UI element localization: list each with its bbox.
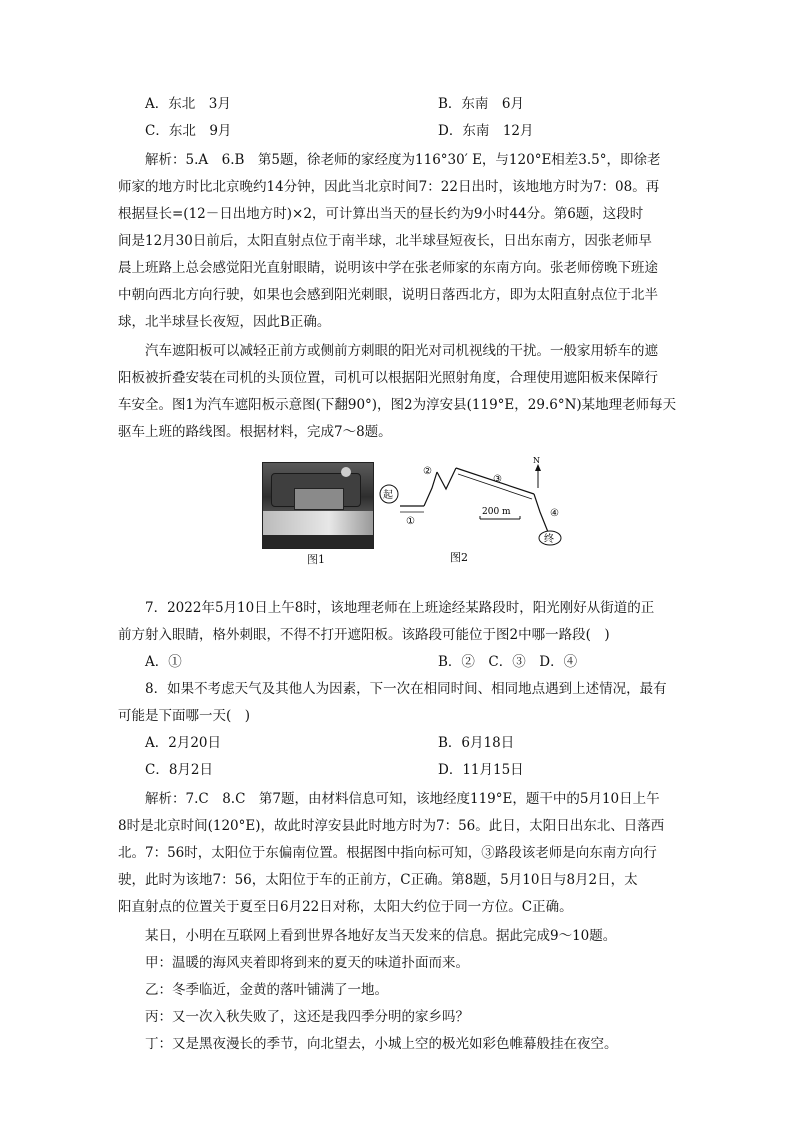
- q7-option-a: A．①: [145, 654, 182, 670]
- route-segment-2: [424, 472, 437, 506]
- fig1-caption: 图1: [307, 553, 325, 566]
- material2-line: 某日，小明在互联网上看到世界各地好友当天发来的信息。据此完成9～10题。: [145, 928, 617, 944]
- message-jia: 甲：温暖的海风夹着即将到来的夏天的味道扑面而来。: [145, 955, 469, 971]
- material-line: 阳板被折叠安装在司机的头顶位置，司机可以根据阳光照射角度，合理使用遮阳板来保障行: [118, 370, 658, 386]
- q56-option-d: D．东南 12月: [438, 123, 534, 139]
- end-label: 终: [544, 534, 554, 545]
- segment-label-3: ③: [493, 474, 502, 485]
- q7-options-bcd: B．② C．③ D．④: [438, 654, 578, 670]
- q7-stem-line: 前方射入眼睛，格外刺眼，不得不打开遮阳板。该路段可能位于图2中哪一路段( ): [118, 627, 610, 643]
- q56-option-a: A．东北 3月: [145, 96, 231, 112]
- scale-label: 200 m: [482, 507, 511, 517]
- q8-option-a: A．2月20日: [145, 735, 222, 751]
- north-label: N: [533, 456, 540, 465]
- analysis2-line: 解析：7.C 8.C 第7题，由材料信息可知，该地经度119°E，题干中的5月10日上午: [145, 791, 660, 807]
- start-label: 起: [383, 490, 393, 501]
- q8-option-b: B．6月18日: [438, 735, 515, 751]
- message-bing: 丙：又一次入秋失败了，这还是我四季分明的家乡吗？: [145, 1009, 469, 1025]
- q8-stem-line: 8．如果不考虑天气及其他人为因素，下一次在相同时间、相同地点遇到上述情况，最有: [145, 681, 667, 697]
- q7-stem-line: 7．2022年5月10日上午8时，该地理老师在上班途经某路段时，阳光刚好从街道的正: [145, 600, 655, 616]
- analysis1-line: 根据昼长=(12－日出地方时)×2，可计算出当天的昼长约为9小时44分。第6题，这段时: [118, 206, 644, 222]
- q8-option-c: C．8月2日: [145, 762, 214, 778]
- segment-label-2: ②: [423, 466, 432, 477]
- analysis2-line: 驶，此时为该地7：56，太阳位于车的正前方，C正确。第8题，5月10日与8月2日，太: [118, 872, 638, 888]
- analysis1-line: 中朝向西北方向行驶，如果也会感到阳光刺眼，说明日落西北方，即为太阳直射点位于北半: [118, 287, 658, 303]
- analysis2-line: 8时是北京时间(120°E)，故此时淳安县此时地方时为7：56。此日，太阳日出东北、日落西: [118, 818, 665, 834]
- analysis2-line: 阳直射点的位置关于夏至日6月22日对称，太阳大约位于同一方位。C正确。: [118, 899, 573, 915]
- analysis1-line: 间是12月30日前后，太阳直射点位于南半球，北半球昼短夜长，日出东南方，因张老师早: [118, 233, 652, 249]
- analysis1-line: 师家的地方时比北京晚约14分钟，因此当北京时间7：22日出时，该地地方时为7：08。再: [118, 179, 660, 195]
- north-arrowhead-icon: [535, 464, 541, 471]
- q56-option-b: B．东南 6月: [438, 96, 525, 112]
- analysis1-line: 晨上班路上总会感觉阳光直射眼睛，说明该中学在张老师家的东南方向。张老师傍晚下班途: [118, 260, 658, 276]
- analysis1-line: 解析：5.A 6.B 第5题，徐老师的家经度为116°30′ E，与120°E相差3.5°，即徐老: [145, 152, 661, 168]
- material-line: 驱车上班的路线图。根据材料，完成7～8题。: [118, 424, 392, 440]
- segment-label-1: ①: [406, 516, 415, 527]
- figure-area: [262, 456, 562, 572]
- route-segment-4: [534, 494, 548, 532]
- message-ding: 丁：又是黑夜漫长的季节，向北望去，小城上空的极光如彩色帷幕般挂在夜空。: [145, 1036, 618, 1052]
- material-line: 车安全。图1为汽车遮阳板示意图(下翻90°)，图2为淳安县(119°E，29.6°N)某地理老师每天: [118, 397, 677, 413]
- material-line: 汽车遮阳板可以减轻正前方或侧前方刺眼的阳光对司机视线的干扰。一般家用轿车的遮: [145, 343, 658, 359]
- q8-stem-line: 可能是下面哪一天( ): [118, 708, 251, 724]
- segment-label-4: ④: [550, 508, 559, 519]
- route-connector: [437, 468, 456, 489]
- fig2-caption: 图2: [450, 551, 468, 564]
- q8-option-d: D．11月15日: [438, 762, 524, 778]
- analysis1-line: 球，北半球昼长夜短，因此B正确。: [118, 314, 331, 330]
- route-map: [262, 456, 562, 572]
- message-yi: 乙：冬季临近，金黄的落叶铺满了一地。: [145, 982, 388, 998]
- analysis2-line: 北。7：56时，太阳位于东偏南位置。根据图中指向标可知，③路段该老师是向东南方向行: [118, 845, 657, 861]
- q56-option-c: C．东北 9月: [145, 123, 232, 139]
